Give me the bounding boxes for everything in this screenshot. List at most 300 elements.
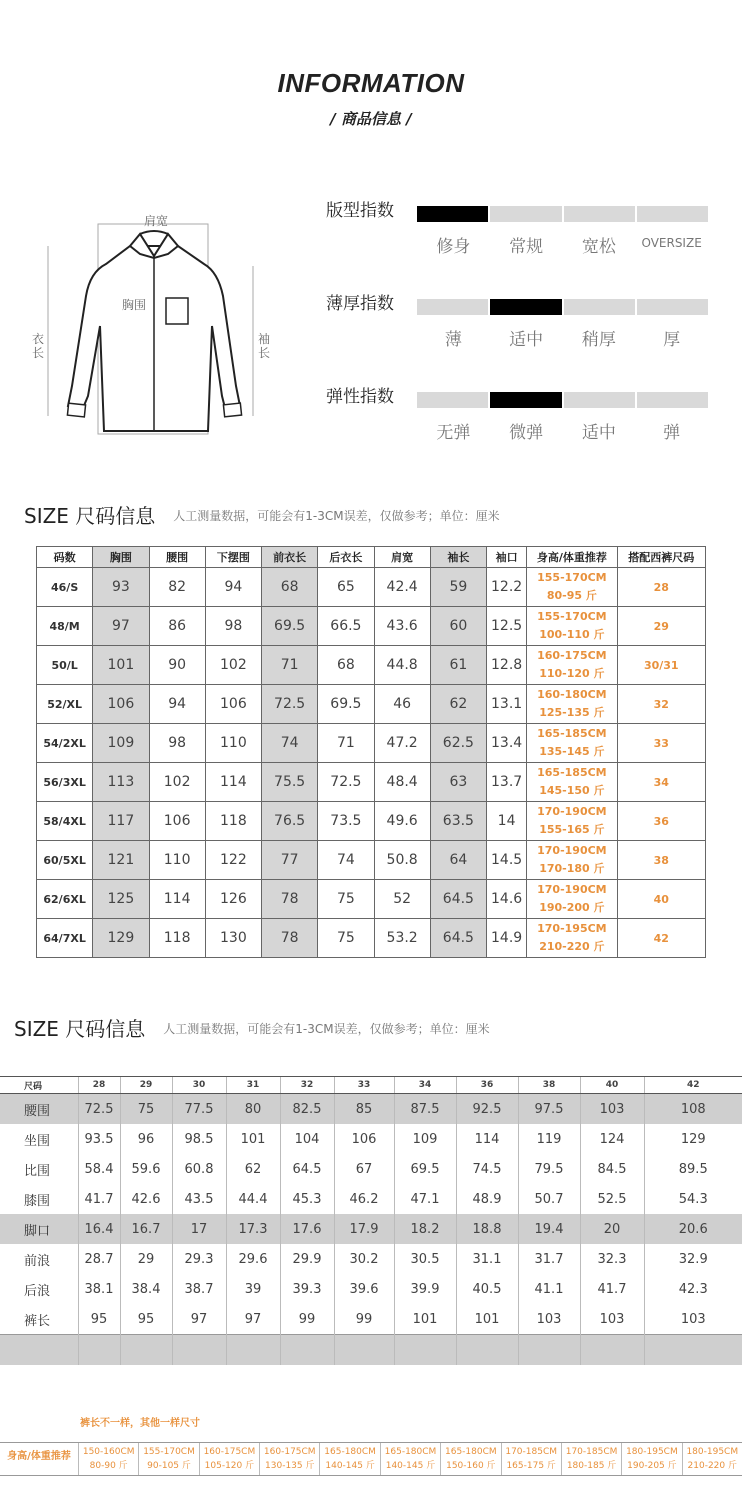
pants-size-table	[0, 1076, 742, 1365]
fit-seg-2	[490, 206, 561, 222]
table-cell: 106	[93, 685, 149, 724]
recommend-weight: 80-90 斤	[89, 1461, 128, 1471]
recommend-weight: 140-145 斤	[325, 1461, 375, 1471]
recommend-cell	[527, 685, 617, 724]
table-cell: 29.6	[226, 1244, 280, 1274]
table-cell	[334, 1335, 394, 1366]
table-cell: 12.2	[487, 568, 527, 607]
table-cell: 77.5	[172, 1094, 226, 1125]
recommend-cell	[527, 607, 617, 646]
table-cell: 41.7	[78, 1184, 120, 1214]
table-cell: 114	[149, 880, 205, 919]
table-cell: 48.4	[374, 763, 430, 802]
pants-size-cell: 42	[617, 919, 705, 958]
fit-index-bar	[417, 206, 708, 222]
table-cell: 39.6	[334, 1274, 394, 1304]
table-cell: 75	[318, 919, 374, 958]
recommend-height: 165-180CM	[324, 1447, 376, 1457]
table-cell: 69.5	[318, 685, 374, 724]
recommend-height: 170-190CM	[537, 805, 607, 818]
table-cell: 76.5	[262, 802, 318, 841]
recommend-cell	[527, 802, 617, 841]
table-cell: 44.8	[374, 646, 430, 685]
recommend-cell	[527, 919, 617, 958]
col-header: 搭配西裤尺码	[617, 547, 705, 568]
table-cell: 60/5XL	[37, 841, 93, 880]
table-row	[0, 1124, 742, 1154]
col-header: 38	[518, 1077, 580, 1094]
table-cell: 93.5	[78, 1124, 120, 1154]
thickness-option: 薄	[444, 330, 462, 350]
recommend-weight: 140-145 斤	[385, 1461, 436, 1471]
table-cell: 13.7	[487, 763, 527, 802]
table-cell: 94	[205, 568, 261, 607]
table-cell: 114	[456, 1124, 518, 1154]
table-cell: 90	[149, 646, 205, 685]
recommend-cell	[621, 1443, 681, 1475]
table-cell: 32.3	[580, 1244, 644, 1274]
table-cell: 72.5	[78, 1094, 120, 1125]
table-cell: 82	[149, 568, 205, 607]
table-cell: 18.2	[394, 1214, 456, 1244]
recommend-height: 180-195CM	[626, 1447, 678, 1457]
table-cell: 114	[205, 763, 261, 802]
table-cell: 64	[430, 841, 486, 880]
table-cell: 50.7	[518, 1184, 580, 1214]
recommend-height: 160-175CM	[203, 1447, 256, 1457]
fit-option: 常规	[509, 237, 544, 257]
table-cell: 63.5	[430, 802, 486, 841]
recommend-weight: 135-145 斤	[539, 745, 605, 758]
row-label: 比围	[24, 1163, 51, 1179]
table-cell: 71	[262, 646, 318, 685]
fit-option: 宽松	[581, 237, 616, 257]
thickness-seg-1	[417, 299, 488, 315]
recommend-weight: 190-200 斤	[539, 901, 605, 914]
recommend-cell	[259, 1443, 319, 1475]
recommend-height: 160-175CM	[263, 1447, 316, 1457]
table-cell: 60	[430, 607, 486, 646]
size-section-2-header	[14, 1013, 490, 1042]
recommend-weight: 130-135 斤	[265, 1461, 315, 1471]
table-cell: 56/3XL	[37, 763, 93, 802]
table-cell: 74	[262, 724, 318, 763]
table-cell: 31.7	[518, 1244, 580, 1274]
table-cell: 99	[334, 1304, 394, 1335]
recommend-weight: 150-160 斤	[446, 1461, 496, 1471]
row-label: 膝围	[24, 1193, 51, 1209]
table-cell: 42.4	[374, 568, 430, 607]
table-cell: 54.3	[644, 1184, 742, 1214]
table-cell: 52	[374, 880, 430, 919]
pants-size-cell: 30/31	[617, 646, 705, 685]
table-cell: 62	[430, 685, 486, 724]
table-cell: 54/2XL	[37, 724, 93, 763]
table-cell: 48.9	[456, 1184, 518, 1214]
recommend-height: 165-180CM	[384, 1447, 437, 1457]
recommend-cell	[527, 724, 617, 763]
table-cell: 14.9	[487, 919, 527, 958]
table-cell: 109	[394, 1124, 456, 1154]
table-cell: 50.8	[374, 841, 430, 880]
table-cell: 78	[262, 880, 318, 919]
table-cell: 38.1	[78, 1274, 120, 1304]
col-header: 29	[120, 1077, 172, 1094]
recommend-height: 170-190CM	[537, 844, 607, 857]
recommend-weight: 110-120 斤	[539, 667, 605, 680]
col-header: 后衣长	[318, 547, 374, 568]
table-cell: 129	[93, 919, 149, 958]
table-cell: 101	[93, 646, 149, 685]
table-cell: 29.3	[172, 1244, 226, 1274]
col-header: 下摆围	[205, 547, 261, 568]
table-cell: 68	[318, 646, 374, 685]
table-row	[0, 1184, 742, 1214]
recommend-cell	[682, 1443, 742, 1475]
table-cell: 104	[280, 1124, 334, 1154]
table-cell: 101	[226, 1124, 280, 1154]
table-cell: 59.6	[120, 1154, 172, 1184]
table-cell: 14.6	[487, 880, 527, 919]
recommend-weight: 125-135 斤	[539, 706, 605, 719]
col-header: 袖口	[487, 547, 527, 568]
table-cell: 44.4	[226, 1184, 280, 1214]
table-cell: 12.8	[487, 646, 527, 685]
recommend-weight: 210-220 斤	[539, 940, 605, 953]
thickness-index-label: 薄厚指数	[326, 294, 394, 314]
table-cell: 95	[78, 1304, 120, 1335]
table-cell: 124	[580, 1124, 644, 1154]
table-cell: 28.7	[78, 1244, 120, 1274]
pants-size-cell: 38	[617, 841, 705, 880]
recommend-cell	[561, 1443, 621, 1475]
recommend-height: 155-170CM	[143, 1447, 195, 1457]
recommend-height: 160-175CM	[537, 649, 607, 662]
elasticity-option: 弹	[663, 423, 681, 443]
table-cell: 64/7XL	[37, 919, 93, 958]
table-cell: 20.6	[644, 1214, 742, 1244]
table-cell: 31.1	[456, 1244, 518, 1274]
pants-size-cell: 32	[617, 685, 705, 724]
table-row	[37, 802, 706, 841]
recommend-weight: 105-120 斤	[204, 1461, 255, 1471]
table-cell: 71	[318, 724, 374, 763]
table-cell: 29	[120, 1244, 172, 1274]
col-header: 尺码	[0, 1077, 78, 1094]
recommend-weight: 145-150 斤	[539, 784, 605, 797]
table-cell: 85	[334, 1094, 394, 1125]
recommend-height: 170-195CM	[537, 922, 607, 935]
recommend-height: 155-170CM	[537, 571, 607, 584]
col-header: 40	[580, 1077, 644, 1094]
table-row	[0, 1274, 742, 1304]
table-cell: 62/6XL	[37, 880, 93, 919]
recommend-cell	[199, 1443, 259, 1475]
table-row	[37, 607, 706, 646]
table-cell: 130	[205, 919, 261, 958]
recommend-height: 165-185CM	[537, 727, 607, 740]
thickness-seg-2	[490, 299, 561, 315]
thickness-option: 厚	[663, 330, 681, 350]
table-cell: 48/M	[37, 607, 93, 646]
table-cell: 43.6	[374, 607, 430, 646]
recommend-height: 160-180CM	[537, 688, 607, 701]
table-row	[37, 646, 706, 685]
size-section-2-note: 人工测量数据，可能会有1-3CM误差，仅做参考；单位：厘米	[163, 1022, 490, 1036]
table-cell: 99	[280, 1304, 334, 1335]
table-cell: 17	[172, 1214, 226, 1244]
shirt-size-table	[36, 546, 706, 958]
table-cell: 84.5	[580, 1154, 644, 1184]
col-header: 身高/体重推荐	[527, 547, 617, 568]
table-cell: 42.6	[120, 1184, 172, 1214]
pants-recommend-label: 身高/体重推荐	[7, 1451, 71, 1462]
table-cell: 96	[120, 1124, 172, 1154]
recommend-cell	[78, 1443, 138, 1475]
table-cell: 43.5	[172, 1184, 226, 1214]
table-cell: 69.5	[394, 1154, 456, 1184]
col-header: 32	[280, 1077, 334, 1094]
table-cell: 19.4	[518, 1214, 580, 1244]
elasticity-seg-3	[564, 392, 635, 408]
table-cell: 12.5	[487, 607, 527, 646]
recommend-cell	[527, 646, 617, 685]
recommend-cell	[527, 763, 617, 802]
table-cell: 102	[149, 763, 205, 802]
table-cell: 62.5	[430, 724, 486, 763]
recommend-weight: 170-180 斤	[539, 862, 605, 875]
size-section-1-header	[24, 500, 500, 529]
table-cell: 38.7	[172, 1274, 226, 1304]
table-cell: 39	[226, 1274, 280, 1304]
table-cell: 118	[205, 802, 261, 841]
table-cell: 77	[262, 841, 318, 880]
pants-table-header	[0, 1077, 742, 1094]
col-header: 腰围	[149, 547, 205, 568]
table-cell: 47.1	[394, 1184, 456, 1214]
table-cell: 103	[644, 1304, 742, 1335]
pants-size-cell: 40	[617, 880, 705, 919]
table-cell: 64.5	[430, 919, 486, 958]
table-cell: 102	[205, 646, 261, 685]
table-cell: 72.5	[262, 685, 318, 724]
table-cell: 109	[93, 724, 149, 763]
table-cell	[580, 1335, 644, 1366]
table-cell: 46/S	[37, 568, 93, 607]
recommend-height: 150-160CM	[82, 1447, 135, 1457]
row-label: 后浪	[24, 1283, 51, 1299]
elasticity-seg-1	[417, 392, 488, 408]
col-header: 28	[78, 1077, 120, 1094]
pants-size-cell: 29	[617, 607, 705, 646]
col-header: 34	[394, 1077, 456, 1094]
table-cell: 16.4	[78, 1214, 120, 1244]
table-cell: 101	[394, 1304, 456, 1335]
recommend-height: 170-185CM	[505, 1447, 558, 1457]
page-title: INFORMATION	[277, 68, 465, 98]
shoulder-label: 肩宽	[144, 214, 169, 228]
table-cell: 32.9	[644, 1244, 742, 1274]
table-cell	[394, 1335, 456, 1366]
table-cell: 61	[430, 646, 486, 685]
table-cell: 122	[205, 841, 261, 880]
col-header: 袖长	[430, 547, 486, 568]
table-cell: 106	[205, 685, 261, 724]
table-cell: 80	[226, 1094, 280, 1125]
recommend-height: 170-190CM	[537, 883, 607, 896]
recommend-weight: 180-185 斤	[566, 1461, 617, 1471]
pants-size-cell: 34	[617, 763, 705, 802]
pants-note: 裤长不一样，其他一样尺寸	[80, 1418, 200, 1429]
table-cell: 98.5	[172, 1124, 226, 1154]
size-section-1-note: 人工测量数据，可能会有1-3CM误差，仅做参考；单位：厘米	[173, 509, 500, 523]
fit-seg-1	[417, 206, 488, 222]
table-cell	[172, 1335, 226, 1366]
table-cell: 117	[93, 802, 149, 841]
recommend-weight: 190-205 斤	[627, 1461, 677, 1471]
table-cell: 39.9	[394, 1274, 456, 1304]
table-cell: 68	[262, 568, 318, 607]
recommend-cell	[380, 1443, 440, 1475]
table-cell: 106	[149, 802, 205, 841]
table-cell: 63	[430, 763, 486, 802]
col-header: 42	[644, 1077, 742, 1094]
table-cell: 110	[149, 841, 205, 880]
table-row	[0, 1214, 742, 1244]
table-cell: 66.5	[318, 607, 374, 646]
pants-size-cell: 28	[617, 568, 705, 607]
table-cell	[280, 1335, 334, 1366]
row-label: 裤长	[24, 1313, 51, 1329]
recommend-weight: 100-110 斤	[539, 628, 605, 641]
table-cell: 60.8	[172, 1154, 226, 1184]
thickness-seg-3	[564, 299, 635, 315]
table-cell: 110	[205, 724, 261, 763]
table-cell: 97	[226, 1304, 280, 1335]
table-row	[0, 1335, 742, 1366]
table-cell: 16.7	[120, 1214, 172, 1244]
fit-index-label: 版型指数	[326, 201, 394, 221]
recommend-cell	[527, 880, 617, 919]
recommend-weight: 210-220 斤	[687, 1461, 737, 1471]
recommend-weight: 155-165 斤	[539, 823, 605, 836]
recommend-cell	[527, 568, 617, 607]
row-label: 坐围	[24, 1133, 51, 1149]
table-cell: 97	[172, 1304, 226, 1335]
length-label: 衣长	[32, 332, 45, 360]
table-cell: 126	[205, 880, 261, 919]
table-cell: 17.9	[334, 1214, 394, 1244]
table-cell: 45.3	[280, 1184, 334, 1214]
table-row	[37, 763, 706, 802]
table-cell: 65	[318, 568, 374, 607]
fit-seg-4	[637, 206, 708, 222]
table-cell: 69.5	[262, 607, 318, 646]
table-row	[37, 841, 706, 880]
pants-recommend-row	[0, 1442, 742, 1476]
col-header: 30	[172, 1077, 226, 1094]
recommend-cell	[319, 1443, 379, 1475]
table-cell: 75	[318, 880, 374, 919]
table-cell: 74	[318, 841, 374, 880]
table-row	[37, 880, 706, 919]
col-header: 31	[226, 1077, 280, 1094]
table-cell: 39.3	[280, 1274, 334, 1304]
table-cell: 58.4	[78, 1154, 120, 1184]
table-cell: 82.5	[280, 1094, 334, 1125]
table-cell: 47.2	[374, 724, 430, 763]
table-cell: 121	[93, 841, 149, 880]
table-cell: 79.5	[518, 1154, 580, 1184]
table-cell: 50/L	[37, 646, 93, 685]
thickness-option: 适中	[509, 330, 544, 350]
table-cell: 86	[149, 607, 205, 646]
size-section-2-title: SIZE 尺码信息	[14, 1017, 146, 1041]
table-cell: 78	[262, 919, 318, 958]
recommend-cell	[440, 1443, 500, 1475]
recommend-height: 170-185CM	[565, 1447, 618, 1457]
table-cell: 74.5	[456, 1154, 518, 1184]
table-cell: 14	[487, 802, 527, 841]
table-cell	[120, 1335, 172, 1366]
table-cell: 58/4XL	[37, 802, 93, 841]
table-cell: 52.5	[580, 1184, 644, 1214]
table-cell: 119	[518, 1124, 580, 1154]
table-cell: 92.5	[456, 1094, 518, 1125]
table-row	[0, 1304, 742, 1335]
recommend-weight: 165-175 斤	[506, 1461, 556, 1471]
elasticity-option: 无弹	[436, 423, 471, 443]
table-cell	[78, 1335, 120, 1366]
elasticity-seg-2	[490, 392, 561, 408]
fit-option: OVERSIZE	[641, 236, 702, 250]
table-cell: 103	[580, 1094, 644, 1125]
table-row	[37, 724, 706, 763]
table-cell	[0, 1335, 78, 1366]
recommend-weight: 90-105 斤	[147, 1461, 191, 1471]
table-cell: 98	[205, 607, 261, 646]
shirt-table-header	[37, 547, 706, 568]
recommend-cell	[527, 841, 617, 880]
table-cell: 53.2	[374, 919, 430, 958]
table-cell: 46.2	[334, 1184, 394, 1214]
recommend-weight: 80-95 斤	[546, 589, 597, 602]
table-cell	[456, 1335, 518, 1366]
table-cell: 129	[644, 1124, 742, 1154]
table-cell: 89.5	[644, 1154, 742, 1184]
size-section-1-title: SIZE 尺码信息	[24, 504, 156, 528]
table-row	[37, 568, 706, 607]
elasticity-seg-4	[637, 392, 708, 408]
pants-size-cell: 33	[617, 724, 705, 763]
recommend-cell	[138, 1443, 198, 1475]
table-cell	[226, 1335, 280, 1366]
table-cell: 59	[430, 568, 486, 607]
table-cell: 103	[518, 1304, 580, 1335]
table-cell: 98	[149, 724, 205, 763]
table-cell: 62	[226, 1154, 280, 1184]
recommend-height: 155-170CM	[537, 610, 607, 623]
col-header: 36	[456, 1077, 518, 1094]
table-cell: 93	[93, 568, 149, 607]
table-row	[37, 685, 706, 724]
col-header: 胸围	[93, 547, 149, 568]
table-cell: 30.2	[334, 1244, 394, 1274]
shirt-illustration	[28, 206, 278, 448]
table-cell: 42.3	[644, 1274, 742, 1304]
table-cell: 52/XL	[37, 685, 93, 724]
fit-seg-3	[564, 206, 635, 222]
